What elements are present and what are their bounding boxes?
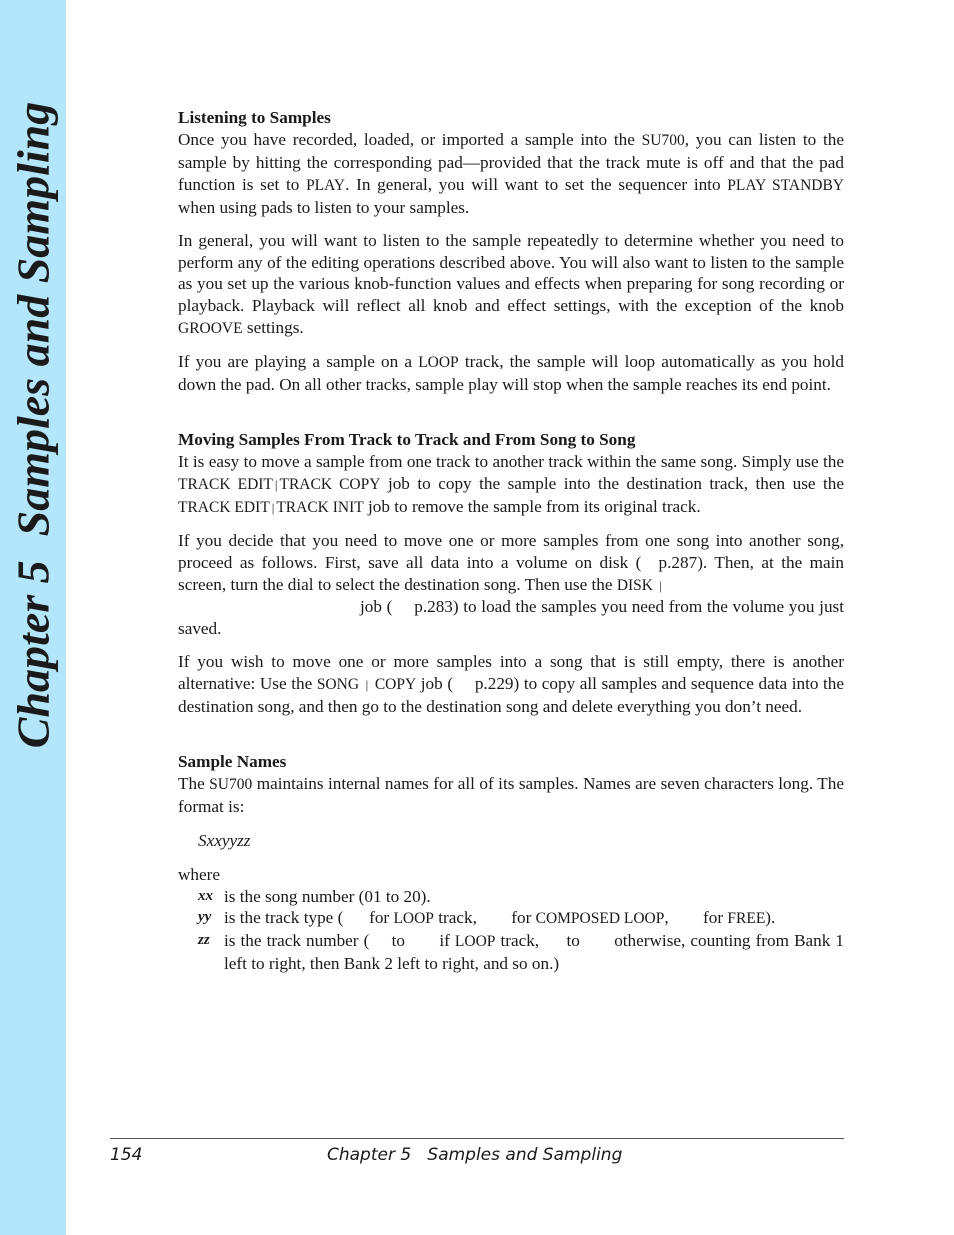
definition-row (178, 907, 844, 930)
chapter-side-title (7, 102, 60, 748)
paragraph: If you wish to move one or more samples into a song that is still empty, there is another alternative: Use the SONG | COPY job ( p.229) to copy all samples and sequence data into the destination song, and then go to the destination song and delete everything you don’t need. (178, 652, 845, 717)
page-body (178, 107, 844, 975)
paragraph: If you decide that you need to move one or more samples from one song into another song, proceed as follows. First, save all data into a volume on disk ( p.287). Then, at the main screen, turn the dial to select the destination song. Then use the DISK | job ( p.283) to load the samples you need from the volume you just saved. (178, 530, 845, 639)
section-heading: Moving Samples From Track to Track and From Song to Song (178, 429, 636, 449)
paragraph: Once you have recorded, loaded, or imported a sample into the SU700, you can listen to the sample by hitting the corresponding pad—provided that the track mute is off and that the pad function is set to PLAY. In general, you will want to set the sequencer into PLAY STANDBY when using pads to listen to your samples. (178, 130, 844, 217)
chapter-side-band (0, 0, 66, 1235)
paragraph: The SU700 maintains internal names for all of its samples. Names are seven characters long. The format is: (178, 773, 844, 816)
section-sample-names (178, 751, 844, 975)
section-listening (178, 107, 844, 396)
side-chapter-title: Samples and Sampling (7, 101, 59, 537)
section-moving-samples (178, 429, 844, 718)
where-label: where (178, 864, 220, 884)
definition-text: is the track number ( to if LOOP track, to otherwise, counting from Bank 1 left to right, then Bank 2 left to right, and so on.) (224, 931, 845, 974)
definition-key: zz (198, 932, 210, 949)
definition-text: is the track type ( for LOOP track, for COMPOSED LOOP, for FREE). (224, 908, 776, 928)
definition-text: is the song number (01 to 20). (224, 886, 431, 906)
name-format: Sxxyyzz (198, 830, 251, 850)
page-footer (110, 1145, 844, 1169)
footer-rule (110, 1138, 844, 1139)
definition-key: yy (198, 909, 212, 926)
definition-key: xx (198, 887, 213, 904)
section-heading: Sample Names (178, 751, 287, 771)
paragraph: In general, you will want to listen to the sample repeatedly to determine whether you need to perform any of the editing operations described above. You will also want to listen to the sample as you set up the various knob-function values and effects when preparing for song recording or playback. Playback will reflect all knob and effect settings, with the exception of the knob GROOVE settings. (178, 230, 844, 338)
definition-row (178, 930, 844, 975)
page-number: 154 (110, 1145, 143, 1165)
paragraph: It is easy to move a sample from one track to another track within the same song. Simply use the TRACK EDIT | TRACK COPY job to copy the sample into the destination track, then use the TRACK EDIT | TRACK INIT job to remove the sample from its original track. (178, 451, 844, 516)
paragraph: If you are playing a sample on a LOOP track, the sample will loop automatically as you hold down the pad. On all other tracks, sample play will stop when the sample reaches its end point. (178, 352, 844, 395)
definition-row (178, 886, 844, 908)
running-footer-title: Chapter 5 Samples and Sampling (327, 1145, 623, 1165)
section-heading: Listening to Samples (178, 108, 331, 127)
side-chapter-label: Chapter 5 (7, 560, 59, 749)
